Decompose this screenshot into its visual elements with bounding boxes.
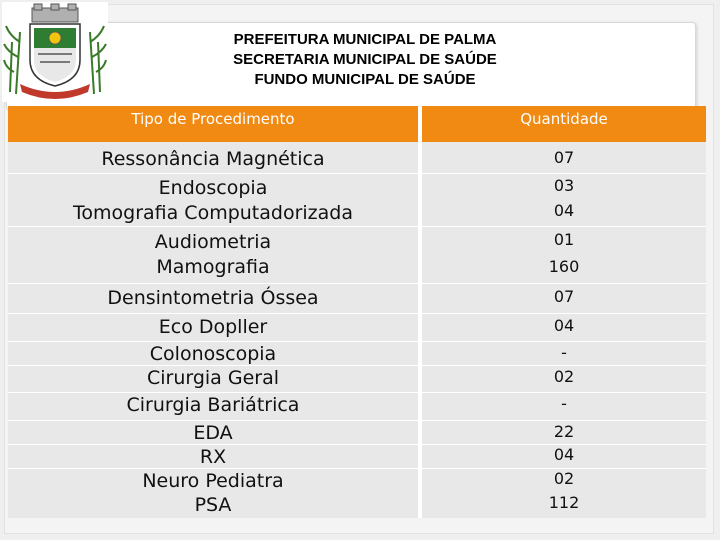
quantity-cell: 01 — [553, 230, 575, 249]
quantity-cell: 22 — [553, 422, 575, 441]
quantity-cell: - — [561, 394, 567, 413]
procedures-table — [8, 106, 706, 518]
quantity-cell: 02 — [553, 469, 575, 488]
row-separator — [8, 365, 706, 366]
quantity-cell: 112 — [548, 493, 580, 512]
quantity-cell: 160 — [548, 257, 580, 276]
procedure-cell: Endoscopia — [158, 177, 268, 199]
header-titles — [120, 30, 610, 90]
table-header-row — [8, 106, 706, 142]
row-separator — [8, 341, 706, 342]
procedure-cell: Densintometria Óssea — [107, 287, 319, 309]
quantity-cell: 03 — [553, 176, 575, 195]
row-separator — [8, 420, 706, 421]
procedure-cell: Eco Dopller — [158, 316, 268, 338]
procedure-cell: Ressonância Magnética — [101, 148, 325, 170]
quantity-cell: 04 — [553, 316, 575, 335]
row-separator — [8, 392, 706, 393]
quantity-cell: 04 — [553, 201, 575, 220]
column-header-quantity: Quantidade — [520, 110, 608, 128]
quantity-cell: - — [561, 343, 567, 362]
row-separator — [8, 173, 706, 174]
procedure-cell: Colonoscopia — [149, 343, 277, 365]
procedure-cell: PSA — [194, 494, 232, 516]
procedure-cell: Neuro Pediatra — [142, 470, 284, 492]
quantity-cell: 04 — [553, 445, 575, 464]
quantity-cell: 02 — [553, 367, 575, 386]
quantity-cell: 07 — [553, 148, 575, 167]
procedure-cell: Cirurgia Bariátrica — [126, 394, 300, 416]
row-separator — [8, 313, 706, 314]
row-separator — [8, 283, 706, 284]
procedure-cell: Audiometria — [154, 231, 272, 253]
procedure-cell: Tomografia Computadorizada — [73, 202, 353, 224]
header-line-1: PREFEITURA MUNICIPAL DE PALMA — [233, 31, 497, 48]
header-line-3: FUNDO MUNICIPAL DE SAÚDE — [254, 71, 476, 88]
procedure-cell: EDA — [193, 422, 233, 444]
header-line-2: SECRETARIA MUNICIPAL DE SAÚDE — [233, 51, 497, 68]
procedure-cell: Mamografia — [156, 256, 270, 278]
column-header-procedure: Tipo de Procedimento — [131, 110, 295, 128]
procedure-cell: RX — [199, 446, 227, 468]
row-separator — [8, 226, 706, 227]
coat-of-arms-logo — [2, 2, 108, 102]
procedure-cell: Cirurgia Geral — [146, 367, 280, 389]
quantity-cell: 07 — [553, 287, 575, 306]
